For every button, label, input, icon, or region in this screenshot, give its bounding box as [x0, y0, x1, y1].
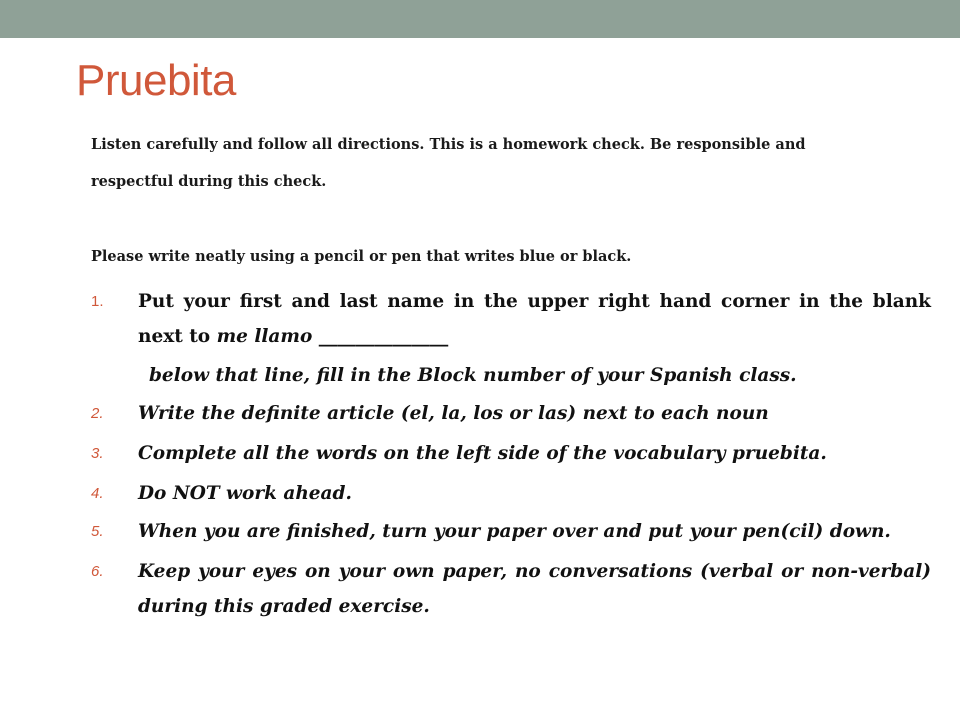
item-continuation: below that line, fill in the Block number of your Spanish class. [149, 365, 797, 386]
item-number: 1. [91, 293, 104, 310]
item-text: Write the definite article (el, la, los or las) next to each noun [138, 403, 769, 424]
list-item [91, 284, 931, 354]
list-item [91, 514, 931, 549]
list-item [91, 436, 931, 471]
writing-note: Please write neatly using a pencil or pen that writes blue or black. [91, 248, 632, 265]
slide-title: Pruebita [76, 56, 236, 105]
item-text-blank: ______________ [312, 326, 449, 347]
item-number: 4. [91, 485, 104, 502]
list-item [91, 396, 931, 431]
list-item [91, 476, 931, 511]
item-text: Complete all the words on the left side of the vocabulary pruebita. [138, 443, 827, 464]
directions-list [91, 284, 931, 624]
item-text: Keep your eyes on your own paper, no conversations (verbal or non-verbal) during this graded exercise. [138, 561, 931, 617]
item-text: When you are finished, turn your paper over and put your pen(cil) down. [138, 521, 891, 542]
item-number: 3. [91, 445, 104, 462]
item-number: 6. [91, 563, 104, 580]
item-text-emphasis: me llamo [216, 326, 313, 347]
list-item [91, 554, 931, 624]
intro-line-1: Listen carefully and follow all directions. This is a homework check. Be responsible and [91, 136, 806, 153]
item-number: 5. [91, 523, 104, 540]
item-text-part: Put your first and last name in the upper right hand corner in the blank next to [138, 291, 931, 347]
top-banner [0, 0, 960, 38]
item-number: 2. [91, 405, 104, 422]
item-text: Do NOT work ahead. [138, 483, 352, 504]
intro-line-2: respectful during this check. [91, 173, 327, 190]
item-text [138, 284, 931, 354]
